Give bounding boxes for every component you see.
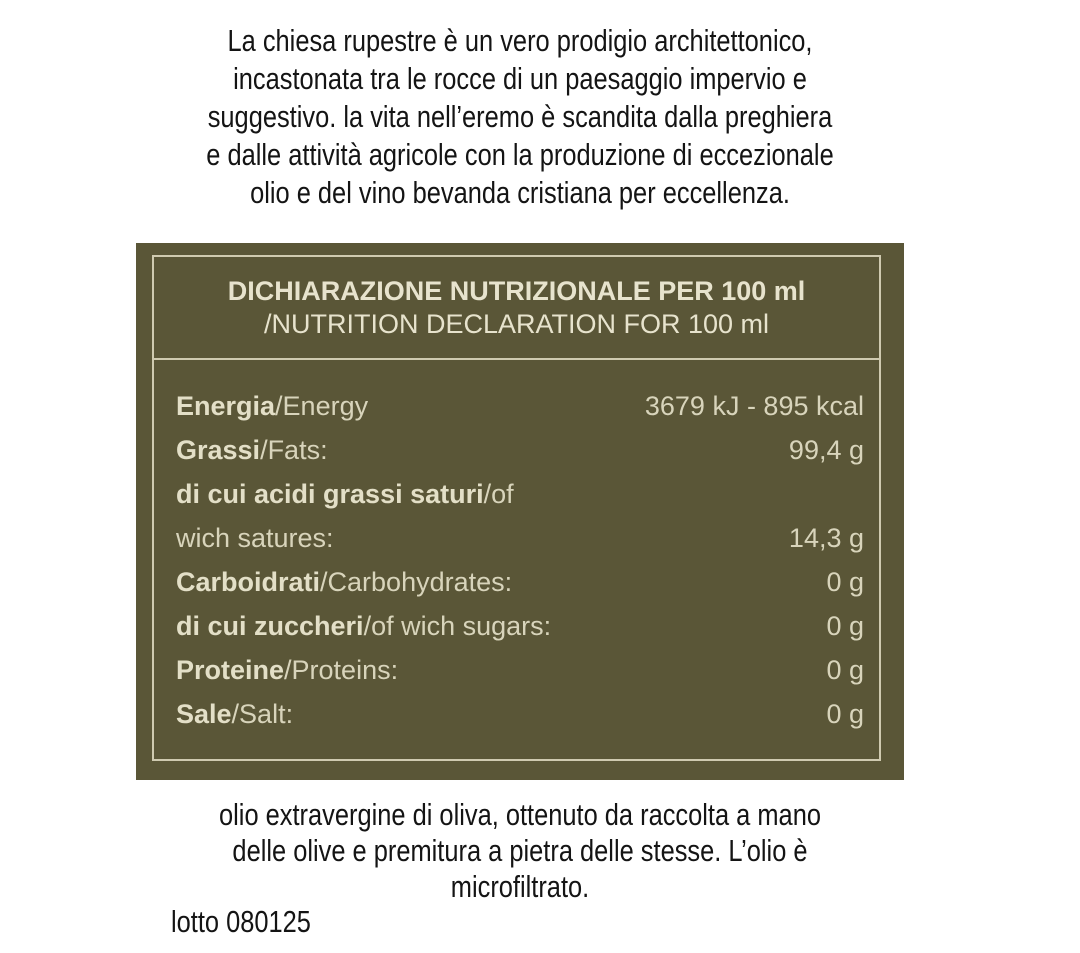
outro-line: olio extravergine di oliva, ottenuto da raccolta a mano [219, 797, 821, 832]
row-value: 14,3 g [788, 523, 864, 553]
row-value: 0 g [826, 567, 864, 597]
row-name [176, 523, 334, 554]
intro-line: e dalle attività agricole con la produzione di eccezionale [206, 137, 834, 172]
row-name-rest: /Salt: [231, 699, 294, 729]
row-name [176, 479, 514, 510]
row-name [176, 567, 512, 598]
row-name-rest: /Fats: [260, 435, 328, 465]
row-name [176, 391, 368, 422]
nutrition-row-carbohydrates [176, 567, 864, 611]
row-name [176, 699, 293, 730]
row-value: 0 g [826, 655, 864, 685]
nutrition-header [154, 257, 879, 360]
nutrition-row-sugars [176, 611, 864, 655]
row-name-rest: /Proteins: [284, 655, 399, 685]
row-name [176, 435, 328, 466]
intro-text [192, 22, 848, 212]
nutrition-row-energy [176, 391, 864, 435]
row-name-bold: Energia [176, 391, 276, 421]
row-name [176, 655, 398, 686]
intro-line: incastonata tra le rocce di un paesaggio impervio e [233, 61, 807, 96]
row-name-bold: Grassi [176, 435, 261, 465]
row-value: 3679 kJ - 895 kcal [644, 391, 864, 421]
outro-line: delle olive e premitura a pietra delle stesse. L’olio è [232, 833, 808, 868]
row-name-bold: di cui acidi grassi saturi [176, 479, 484, 509]
header-english: /NUTRITION DECLARATION FOR 100 ml [263, 309, 770, 339]
nutrition-row-fats [176, 435, 864, 479]
row-name-bold: Carboidrati [176, 567, 321, 597]
intro-line: La chiesa rupestre è un vero prodigio architettonico, [227, 23, 813, 58]
row-name-bold: Sale [176, 699, 232, 729]
nutrition-row-saturated-cont [176, 523, 864, 567]
nutrition-rows [176, 391, 864, 743]
header-italian: DICHIARAZIONE NUTRIZIONALE PER 100 ml [227, 276, 806, 306]
row-name-rest: wich satures: [176, 523, 334, 553]
nutrition-table [152, 255, 881, 761]
intro-line: olio e del vino bevanda cristiana per eccellenza. [250, 175, 790, 210]
nutrition-row-saturated [176, 479, 864, 523]
row-name-rest: /of wich sugars: [363, 611, 552, 641]
row-name-rest: /of [483, 479, 514, 509]
intro-line: suggestivo. la vita nell’eremo è scandita dalla preghiera [207, 99, 833, 134]
nutrition-row-salt [176, 699, 864, 743]
nutrition-row-proteins [176, 655, 864, 699]
row-value: 0 g [826, 611, 864, 641]
row-name-rest: /Carbohydrates: [320, 567, 513, 597]
row-name [176, 611, 551, 642]
row-name-bold: Proteine [176, 655, 285, 685]
row-value: 0 g [826, 699, 864, 729]
row-name-rest: /Energy [275, 391, 369, 421]
outro-text [192, 797, 848, 905]
row-name-bold: di cui zuccheri [176, 611, 364, 641]
row-value: 99,4 g [788, 435, 864, 465]
lot-number: lotto 080125 [171, 904, 311, 939]
outro-line: microfiltrato. [450, 869, 590, 904]
